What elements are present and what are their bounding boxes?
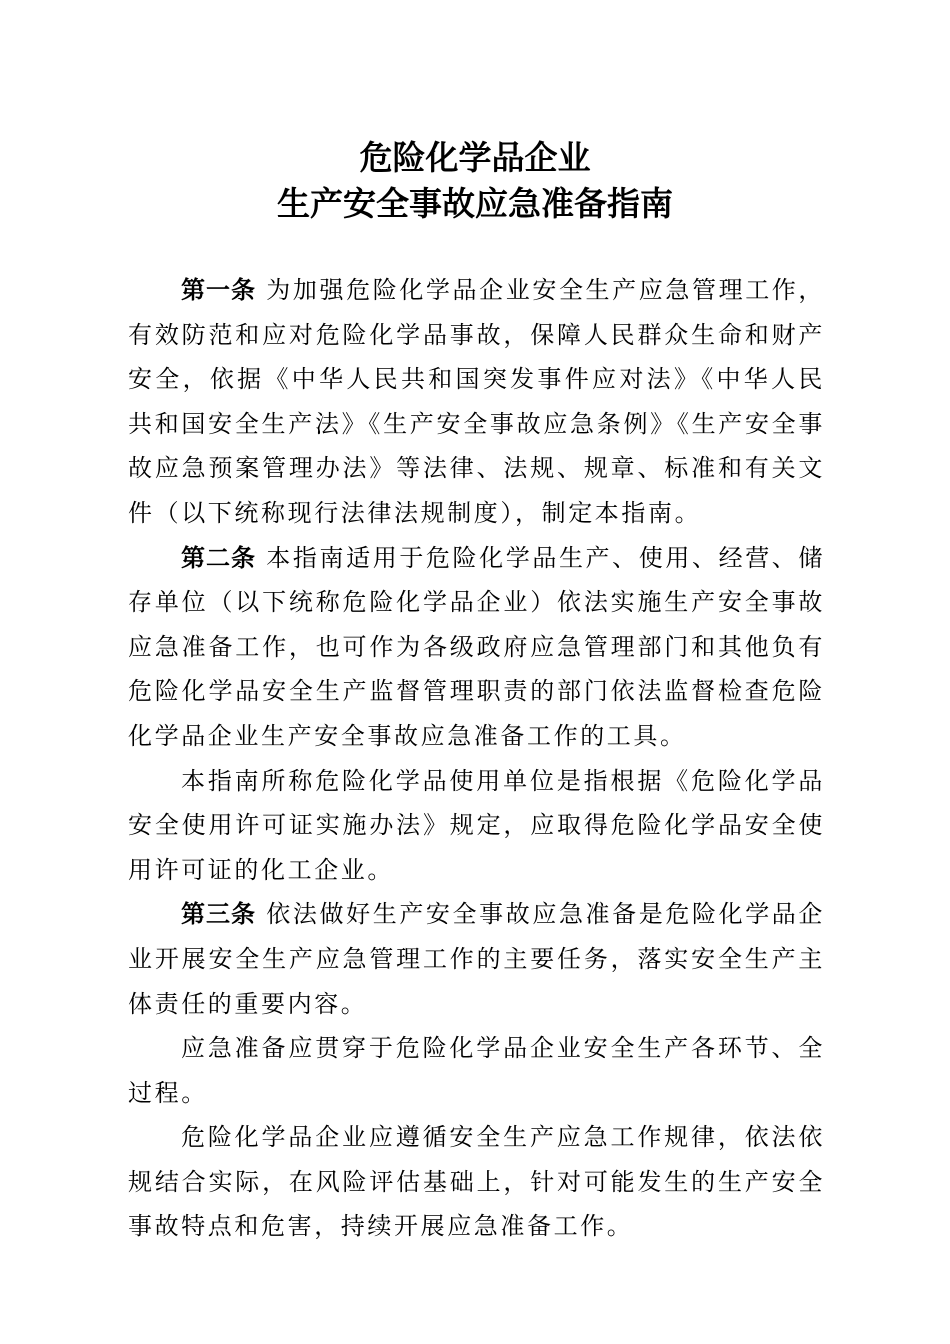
- paragraph-text: 依法做好生产安全事故应急准备是危险化学品企业开展安全生产应急管理工作的主要任务，落实安全生产主体责任的重要内容。: [128, 900, 826, 1018]
- article-heading: 第三条: [181, 900, 257, 929]
- paragraph-article-3-scope: [128, 1026, 825, 1115]
- paragraph-text: 为加强危险化学品企业安全生产应急管理工作，有效防范和应对危险化学品事故，保障人民群众生命和财产安全，依据《中华人民共和国突发事件应对法》《中华人民共和国安全生产法》《生产安全事故应急条例》《生产安全事故应急预案管理办法》等法律、法规、规章、标准和有关文件（以下统称现行法律法规制度），制定本指南。: [128, 276, 826, 527]
- paragraph-article-1: [128, 268, 825, 536]
- paragraph-text: 本指南适用于危险化学品生产、使用、经营、储存单位（以下统称危险化学品企业）依法实施生产安全事故应急准备工作，也可作为各级政府应急管理部门和其他负有危险化学品安全生产监督管理职责的部门依法监督检查危险化学品企业生产安全事故应急准备工作的工具。: [128, 543, 826, 750]
- document-body: [128, 268, 825, 1249]
- paragraph-article-3-principle: [128, 1115, 825, 1249]
- paragraph-text: 本指南所称危险化学品使用单位是指根据《危险化学品安全使用许可证实施办法》规定，应取得危险化学品安全使用许可证的化工企业。: [128, 766, 825, 884]
- paragraph-article-2: [128, 536, 825, 759]
- document-title-line-2: 生产安全事故应急准备指南: [277, 184, 673, 223]
- paragraph-text: 危险化学品企业应遵循安全生产应急工作规律，依法依规结合实际，在风险评估基础上，针对可能发生的生产安全事故特点和危害，持续开展应急准备工作。: [128, 1123, 825, 1241]
- paragraph-article-2-definition: [128, 759, 825, 893]
- document-title-line-1: 危险化学品企业: [359, 138, 591, 177]
- article-heading: 第二条: [181, 543, 257, 572]
- article-heading: 第一条: [181, 276, 257, 304]
- paragraph-article-3: [128, 892, 825, 1026]
- paragraph-text: 应急准备应贯穿于危险化学品企业安全生产各环节、全过程。: [128, 1034, 825, 1107]
